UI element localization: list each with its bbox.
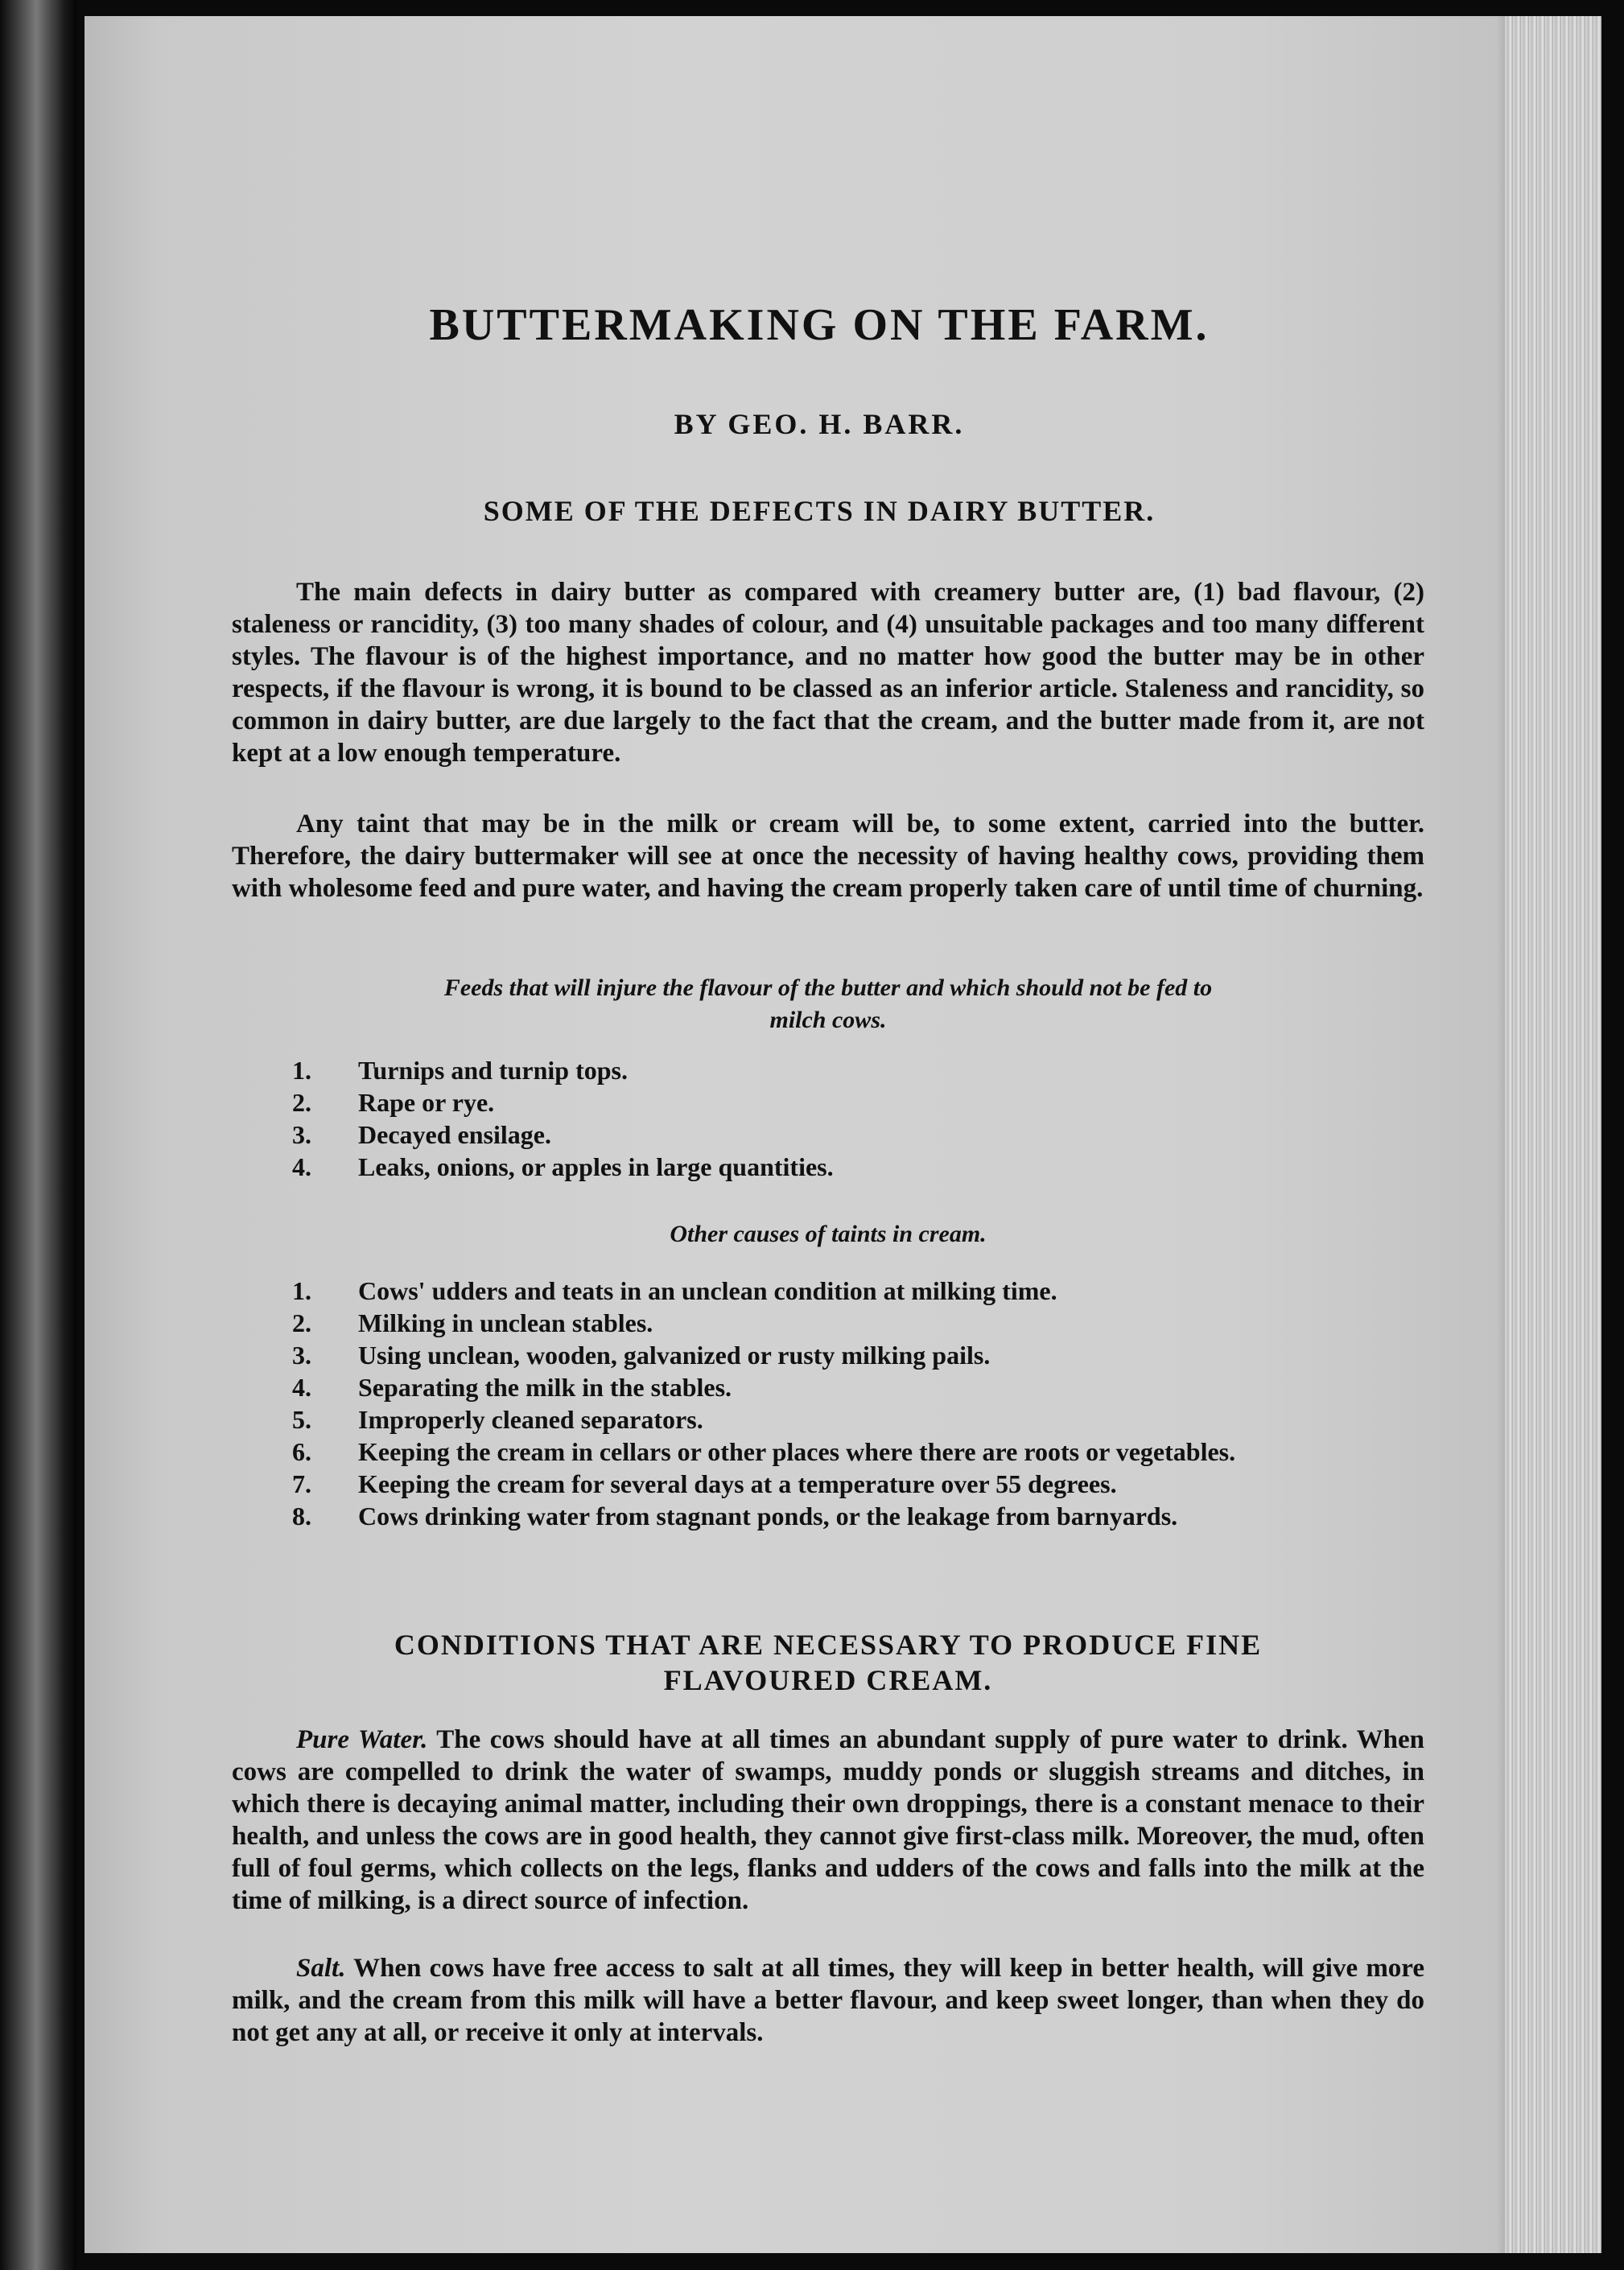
list-number: 2. xyxy=(292,1308,311,1337)
list-number: 3. xyxy=(292,1341,311,1370)
list-text: Cows drinking water from stagnant ponds, or the leakage from barnyards. xyxy=(358,1502,1178,1530)
list-item xyxy=(232,1054,1424,1086)
list-item xyxy=(232,1151,1424,1183)
salt-text: When cows have free access to salt at all times, they will keep in better health, will give more milk, and the cream from this milk will have a better flavour, and keep sweet longer, than when they do not get any at all, or receive it only at intervals. xyxy=(232,1954,1425,2047)
list-text: Milking in unclean stables. xyxy=(358,1308,653,1337)
feeds-list xyxy=(232,1054,1424,1183)
list-text: Turnips and turnip tops. xyxy=(358,1056,628,1085)
list-text: Keeping the cream in cellars or other places where there are roots or vegetables. xyxy=(358,1437,1236,1466)
section-heading-conditions xyxy=(232,1627,1424,1698)
list-item xyxy=(232,1275,1424,1307)
paragraph-pure-water xyxy=(232,1724,1424,1917)
list-item xyxy=(232,1307,1424,1339)
list-item xyxy=(232,1500,1424,1532)
page-stack-edge xyxy=(1505,16,1601,2253)
list-item xyxy=(232,1436,1424,1468)
list-item xyxy=(232,1339,1424,1371)
paragraph-taint: Any taint that may be in the milk or cream will be, to some extent, carried into the butter. Therefore, the dairy buttermaker will see at once the necessity of having healthy cows, providing them with wholesome feed and pure water, and having the cream properly taken care of until time of churning. xyxy=(232,810,1424,903)
feeds-heading-line1: Feeds that will injure the flavour of the butter and which should not be fed to xyxy=(443,974,1213,1001)
section-heading-conditions-line1: CONDITIONS THAT ARE NECESSARY TO PRODUCE FINE xyxy=(394,1629,1263,1661)
list-number: 7. xyxy=(292,1469,311,1498)
article-byline: BY GEO. H. BARR. xyxy=(674,408,965,440)
article-title: BUTTERMAKING ON THE FARM. xyxy=(429,300,1210,350)
list-number: 1. xyxy=(292,1056,311,1085)
list-item xyxy=(232,1119,1424,1151)
list-item xyxy=(232,1086,1424,1119)
pure-water-label: Pure Water. xyxy=(296,1725,428,1754)
list-text: Improperly cleaned separators. xyxy=(358,1405,703,1434)
list-number: 4. xyxy=(292,1152,311,1181)
list-text: Using unclean, wooden, galvanized or rusty milking pails. xyxy=(358,1341,991,1370)
pure-water-text: The cows should have at all times an abundant supply of pure water to drink. When cows are compelled to drink the water of swamps, muddy ponds or sluggish streams and ditches, in which there is decaying animal matter, including their own droppings, there is a constant menace to their health, and unless the cows are in good health, they cannot give first-class milk. Moreover, the mud, often full of foul germs, which collects on the legs, flanks and udders of the cows and falls into the milk at the time of milking, is a direct source of infection. xyxy=(232,1725,1425,1915)
list-text: Cows' udders and teats in an unclean condition at milking time. xyxy=(358,1276,1057,1305)
section-heading-defects: SOME OF THE DEFECTS IN DAIRY BUTTER. xyxy=(483,495,1156,527)
paragraph-main-defects: The main defects in dairy butter as compared with creamery butter are, (1) bad flavour, (2) staleness or rancidity, (3) too many shades of colour, and (4) unsuitable packages and too many different styles. The flavour is of the highest importance, and no matter how good the butter may be in other respects, if the flavour is wrong, it is bound to be classed as an inferior article. Staleness and rancidity, so common in dairy butter, are due largely to the fact that the cream, and the butter made from it, are not kept at a low enough temperature. xyxy=(232,578,1424,768)
list-number: 3. xyxy=(292,1120,311,1149)
feeds-heading xyxy=(232,972,1424,1036)
list-text: Rape or rye. xyxy=(358,1088,495,1117)
previous-page-edge xyxy=(0,0,76,2270)
section-heading-conditions-line2: FLAVOURED CREAM. xyxy=(663,1664,993,1696)
list-number: 6. xyxy=(292,1437,311,1466)
paragraph-salt xyxy=(232,1952,1424,2049)
list-text: Leaks, onions, or apples in large quantities. xyxy=(358,1152,834,1181)
list-number: 8. xyxy=(292,1502,311,1530)
list-text: Keeping the cream for several days at a temperature over 55 degrees. xyxy=(358,1469,1117,1498)
list-number: 1. xyxy=(292,1276,311,1305)
list-number: 2. xyxy=(292,1088,311,1117)
list-number: 5. xyxy=(292,1405,311,1434)
list-text: Separating the milk in the stables. xyxy=(358,1373,732,1402)
list-text: Decayed ensilage. xyxy=(358,1120,551,1149)
salt-label: Salt. xyxy=(296,1954,346,1983)
list-item xyxy=(232,1371,1424,1403)
taints-heading: Other causes of taints in cream. xyxy=(670,1221,987,1247)
list-item xyxy=(232,1403,1424,1436)
feeds-heading-line2: milch cows. xyxy=(769,1007,887,1033)
list-item xyxy=(232,1468,1424,1500)
taints-list xyxy=(232,1275,1424,1532)
list-number: 4. xyxy=(292,1373,311,1402)
